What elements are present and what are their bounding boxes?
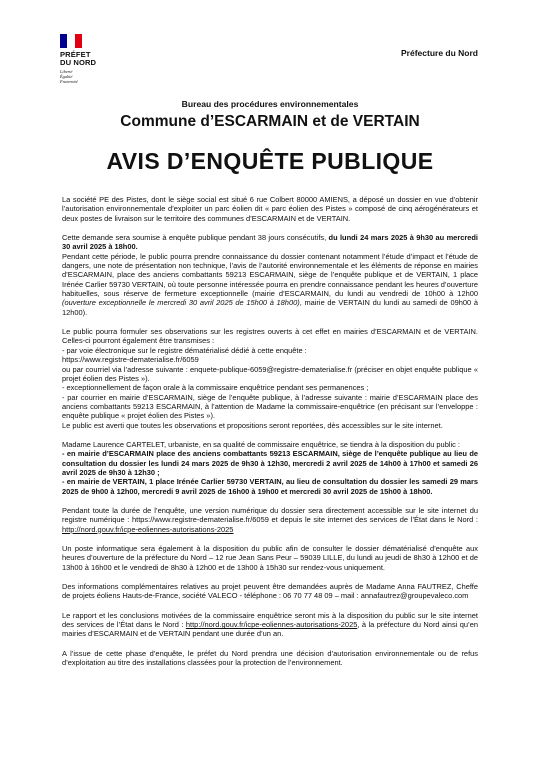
paragraph-permanences [62,440,478,496]
prefecture-label: Préfecture du Nord [401,48,478,58]
observations-email: ou par courriel via l’adresse suivante : enquete-publique-6059@registre-dematerialise.fr (préciser en objet enquête publique « projet éolien des Pistes »). [62,364,478,383]
prefet-du-nord-logo [60,34,120,84]
paragraph-duration [62,233,478,317]
permanence-escarmain: - en mairie d’ESCARMAIN place des anciens combattants 59213 ESCARMAIN, siège de l’enquête publique au lieu de consultation du dossier les lundi 24 mars 2025 de 9h30 à 12h30, mercredi 2 avril 2025 de 14h00 à 17h00 et samedi 26 avril 2025 de 9h30 à 12h30 ; [62,449,478,477]
french-flag-icon [60,34,82,48]
exceptional-opening: (ouverture exceptionnelle le mercredi 30 avril 2025 de 15h00 à 18h00) [62,298,300,308]
observations-mail: - par courrier en mairie d’ESCARMAIN, siège de l’enquête publique, à l’adresse suivante : mairie d’ESCARMAIN place des anciens combattants 59213 ESCARMAIN, à l’attention de Madame la commissaire-enquêtrice (en précisant sur l’enveloppe : enquête publique « projet éolien des Pistes »). [62,392,478,421]
flag-red-stripe [75,34,82,48]
flag-blue-stripe [60,34,67,48]
observations-warning: Le public est averti que toutes les observations et propositions seront reportées, dès accessibles sur le site internet. [62,420,443,430]
duration-dates: du lundi 24 mars 2025 à 9h30 au mercredi 30 avril 2025 à 18h00. [62,233,478,252]
report-text-end: , à la préfecture du Nord ainsi qu’en mairies d’ESCARMAIN et de VERTAIN pendant une durée d’un an. [62,620,478,639]
paragraph-project: La société PE des Pistes, dont le siège social est situé 6 rue Colbert 80000 AMIENS, a déposé un dossier en vue d’obtenir l’autorisation environnementale d’exploiter un parc éolien dit « parc éolien des Pistes » composé de cinq aérogénérateurs et deux postes de livraison sur le territoire des communes d’ESCARMAIN et de VERTAIN. [62,195,478,223]
notice-body [62,195,478,677]
registry-url[interactable]: https://www.registre-dematerialise.fr/6059 [62,355,199,365]
permanences-intro: Madame Laurence CARTELET, urbaniste, en sa qualité de commissaire enquêtrice, se tiendra à la disposition du public : [62,439,460,449]
state-services-link[interactable]: http://nord.gouv.fr/icpe-eoliennes-autorisations-2025 [62,524,234,534]
paragraph-observations [62,327,478,430]
observations-intro: Le public pourra formuler ses observations sur les registres ouverts à cet effet en mairies d’ESCARMAIN et de VERTAIN. Celles-ci pourront également être transmises : [62,327,478,346]
logo-line-du-nord: DU NORD [60,58,97,68]
paragraph-digital-version [62,506,478,534]
bureau-heading: Bureau des procédures environnementales [181,99,359,109]
consultation-text: Pendant cette période, le public pourra prendre connaissance du dossier contenant notamment l’étude d’impact et l’étude de dangers, une note de présentation non technique, l’avis de l’autorité environnementale et les éléments de réponse en mairies d’ESCARMAIN, place des anciens combattants 59213 ESCARMAIN, siège de l’enquête publique et de VERTAIN, 1 place Irénée Carlier 59730 VERTAIN, où toute personne intéressée pourra en prendre connaissance pendant les heures d’ouverture habituelles, sous réserve de fermeture exceptionnelle (mairie d’ESCARMAIN, du lundi au vendredi de 10h00 à 12h00 [62,251,478,299]
report-text: Le rapport et les conclusions motivées de la commissaire enquêtrice seront mis à la disposition du public sur le site internet des services de l’État dans le Nord : [62,610,478,630]
paragraph-computer-access: Un poste informatique sera également à la disposition du public afin de consulter le dossier dématérialisé d’enquête aux heures d’ouverture de la préfecture du Nord – 12 rue Jean Sans Peur – 59039 LILLE, du lundi au jeudi de 8h30 à 12h00 et de 13h00 à 16h00 et le vendredi de 8h30 à 12h00 et de 13h00 à 15h30 sur rendez-vous uniquement. [62,544,478,572]
paragraph-contact: Des informations complémentaires relatives au projet peuvent être demandées auprès de Madame Anna FAUTREZ, Cheffe de projets éoliens Hauts-de-France, société VALECO - téléphone : 06 70 77 48 09 – mail : annafautrez@groupevaleco.com [62,582,478,601]
consultation-text-end: , mairie de VERTAIN du lundi au samedi de 09h00 à 12h00). [62,298,478,317]
report-link[interactable]: http://nord.gouv.fr/icpe-eoliennes-autorisations-2025 [185,620,358,630]
observations-oral: - exceptionnellement de façon orale à la commissaire enquêtrice pendant ses permanences ; [62,383,369,393]
digital-version-text: Pendant toute la durée de l’enquête, une version numérique du dossier sera directement accessible sur le site internet du registre numérique : https://www.registre-dematerialise.fr/6059 et depuis le site internet des services de l’État dans le Nord : [62,505,478,525]
observations-electronic: - par voie électronique sur le registre dématérialisé dédié à cette enquête : [62,345,307,355]
logo-line-prefet: PRÉFET [60,50,91,59]
flag-white-stripe [67,34,74,48]
motto-liberte: Liberté [60,69,73,75]
motto-fraternite: Fraternité [60,79,78,85]
paragraph-decision: A l’issue de cette phase d’enquête, le préfet du Nord prendra une décision d’autorisation environnementale ou de refus d’exploitation au titre des installations classées pour la protection de l’environnement. [62,648,478,668]
permanence-vertain: - en mairie de VERTAIN, 1 place Irénée Carlier 59730 VERTAIN, au lieu de consultation du dossier les samedi 29 mars 2025 de 9h00 à 12h00, mercredi 9 avril 2025 de 16h00 à 19h00 et mercredi 30 avril 2025 de 15h00 à 18h00. [62,477,478,496]
motto-egalite: Égalité [60,74,73,80]
commune-heading: Commune d’ESCARMAIN et de VERTAIN [120,113,420,130]
notice-title: AVIS D’ENQUÊTE PUBLIQUE [106,148,434,174]
paragraph-report [62,611,478,639]
duration-intro: Cette demande sera soumise à enquête publique pendant 38 jours consécutifs, [62,233,329,243]
